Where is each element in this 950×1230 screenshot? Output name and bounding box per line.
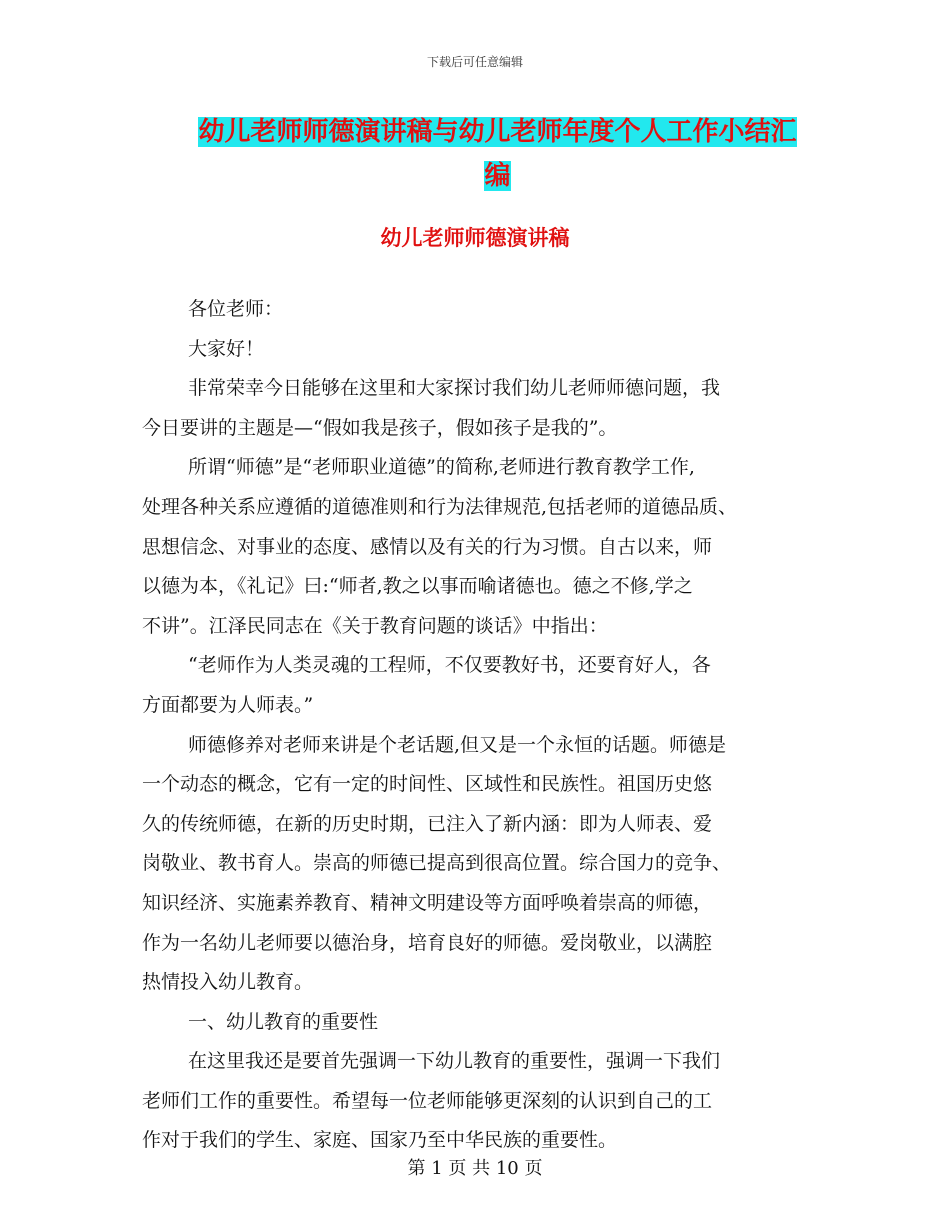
section-title: 幼儿老师师德演讲稿: [380, 226, 570, 250]
text-line: 热情投入幼儿教育。: [142, 971, 314, 994]
text-line: 作为一名幼儿老师要以德治身，培育良好的师德。爱岗敬业，以满腔: [142, 931, 713, 954]
page-footer-pagination: 第 1 页 共 10 页: [407, 1158, 543, 1179]
text-line: 思想信念、对事业的态度、感情以及有关的行为习惯。自古以来，师: [142, 535, 713, 558]
document-title: [190, 110, 805, 198]
text-line: 方面都要为人师表。”: [142, 693, 314, 716]
text-line: 各位老师：: [188, 298, 284, 320]
text-line: 知识经济、实施素养教育、精神文明建设等方面呼唤着崇高的师德，: [142, 891, 713, 914]
text-line: 非常荣幸今日能够在这里和大家探讨我们幼儿老师师德问题，我: [188, 377, 721, 400]
text-line: 不讲”。江泽民同志在《关于教育问题的谈话》中指出：: [142, 614, 608, 637]
text-line: 今日要讲的主题是—“假如我是孩子，假如孩子是我的”。: [142, 416, 618, 439]
text-line: 久的传统师德，在新的历史时期，已注入了新内涵：即为人师表、爱: [142, 812, 713, 835]
subheading-line: 一、幼儿教育的重要性: [188, 1010, 379, 1033]
text-line: 处理各种关系应遵循的道德准则和行为法律规范,包括老师的道德品质、: [142, 495, 738, 518]
document-title-line-1: 幼儿老师师德演讲稿与幼儿老师年度个人工作小结汇: [198, 117, 797, 147]
text-line: 老师们工作的重要性。希望每一位老师能够更深刻的认识到自己的工: [142, 1089, 713, 1112]
text-line: 作对于我们的学生、家庭、国家乃至中华民族的重要性。: [142, 1129, 618, 1152]
page-header-note: 下载后可任意编辑: [426, 55, 523, 69]
text-line: 师德修养对老师来讲是个老话题,但又是一个永恒的话题。师德是: [188, 733, 727, 756]
text-line: 在这里我还是要首先强调一下幼儿教育的重要性，强调一下我们: [188, 1050, 721, 1073]
speech-body: [142, 290, 810, 1161]
document-title-line-2: 编: [484, 161, 511, 191]
text-line: 一个动态的概念，它有一定的时间性、区域性和民族性。祖国历史悠: [142, 773, 713, 796]
text-line: 以德为本，《礼记》曰:“师者,教之以事而喻诸德也。德之不修,学之: [142, 575, 693, 598]
text-line: 岗敬业、教书育人。崇高的师德已提高到很高位置。综合国力的竞争、: [142, 852, 732, 875]
text-line: “老师作为人类灵魂的工程师，不仅要教好书，还要育好人，各: [188, 654, 711, 677]
text-line: 大家好！: [188, 337, 265, 360]
text-line: 所谓“师德”是“老师职业道德”的简称,老师进行教育教学工作,: [188, 456, 695, 479]
